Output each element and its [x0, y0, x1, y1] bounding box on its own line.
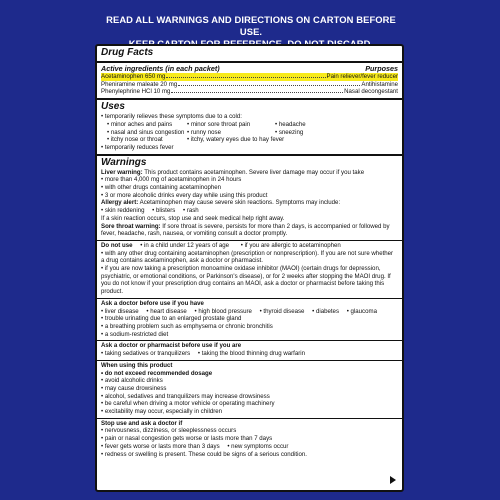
sore-label: Sore throat warning: [101, 222, 161, 230]
liver-warning [101, 169, 398, 177]
ingredient-purpose: Pain reliever/fever reducer [326, 73, 398, 80]
ask-pharmacist-row [101, 350, 398, 358]
ingredient-purpose: Nasal decongestant [344, 88, 398, 96]
stop-use-row [101, 443, 398, 451]
ingredient-row [101, 73, 398, 81]
liver-text: This product contains acetaminophen. Severe liver damage may occur if you take [144, 168, 365, 176]
uses-last: • temporarily reduces fever [101, 143, 174, 151]
use-item: • nasal and sinus congestion [107, 128, 185, 136]
when-using-item: • be careful when driving a motor vehicle or operating machinery [101, 400, 275, 408]
uses-section [97, 98, 402, 154]
ask-doctor-item: • liver disease [101, 307, 139, 315]
stop-use-item: • pain or nasal congestion gets worse or lasts more than 7 days [101, 435, 273, 443]
ingredients-label: Active ingredients (in each packet) [101, 64, 220, 73]
ingredient-name: Acetaminophen 650 mg [101, 73, 166, 80]
ask-doctor-item: • a breathing problem such as emphysema or chronic bronchitis [101, 322, 273, 330]
ingredient-row [101, 81, 398, 89]
warnings-section [97, 154, 402, 240]
ask-pharmacist-item: • taking sedatives or tranquilizers [101, 350, 191, 358]
ask-pharmacist-item: • taking the blood thinning drug warfarin [197, 350, 306, 358]
purposes-label: Purposes [365, 64, 398, 73]
use-item: • minor aches and pains [107, 120, 173, 128]
ask-doctor-item: • diabetes [312, 307, 339, 315]
ask-pharmacist-section [97, 340, 402, 359]
stop-use-section [97, 418, 402, 461]
stop-use-item: • redness or swelling is present. These could be signs of a serious condition. [101, 450, 307, 458]
when-using-item: • do not exceed recommended dosage [101, 369, 213, 377]
allergy-text: Acetaminophen may cause severe skin reactions. Symptoms may include: [139, 199, 341, 207]
do-not-use-row [101, 242, 398, 250]
ask-pharmacist-label: Ask a doctor or pharmacist before use if you are [101, 342, 242, 350]
liver-item: • more than 4,000 mg of acetaminophen in 24 hours [101, 176, 242, 184]
sore-throat-warning [101, 223, 398, 238]
when-using-item: • avoid alcoholic drinks [101, 377, 163, 385]
warnings-title: Warnings [101, 156, 147, 168]
ask-doctor-item: • heart disease [146, 307, 187, 315]
ingredient-row [101, 88, 398, 96]
ingredients-header [101, 64, 398, 73]
stop-use-label: Stop use and ask a doctor if [101, 419, 183, 427]
stop-use-item: • nervousness, dizziness, or sleeplessness occurs [101, 427, 237, 435]
ask-doctor-label: Ask a doctor before use if you have [101, 299, 204, 307]
ask-doctor-item: • a sodium-restricted diet [101, 330, 169, 338]
facts-title: Drug Facts [101, 47, 154, 58]
when-using-item: • alcohol, sedatives and tranquilizers may increase drowsiness [101, 392, 270, 400]
allergy-alert [101, 199, 398, 207]
ask-doctor-item: • high blood pressure [194, 307, 252, 315]
ask-doctor-item: • trouble urinating due to an enlarged prostate gland [101, 315, 242, 323]
header-line-1: READ ALL WARNINGS AND DIRECTIONS ON CARTON BEFORE USE. [106, 14, 396, 37]
sore-text: If sore throat is severe, persists for more than 2 days, is accompanied or followed by fever, headache, rash, nausea, or vomiting consult a doctor promptly. [101, 222, 390, 238]
drug-facts-panel [95, 44, 404, 492]
do-not-use-item: • with any other drug containing acetaminophen (prescription or nonprescription). If you are not sure whether a drug contains acetaminophen, ask a doctor or pharmacist. [101, 249, 394, 265]
use-item: • runny nose [187, 128, 221, 136]
right-triangle-arrow-icon [390, 476, 396, 484]
ask-doctor-item: • thyroid disease [259, 307, 305, 315]
uses-title: Uses [101, 101, 125, 113]
stop-use-item: • fever gets worse or lasts more than 3 days [101, 442, 220, 450]
when-using-item: • excitability may occur, especially in children [101, 408, 223, 416]
ask-doctor-section [97, 298, 402, 341]
allergy-item: • rash [183, 207, 199, 215]
do-not-use-item: • if you are now taking a prescription monoamine oxidase inhibitor (MAOI) (certain drugs for depression, psychiatric, or emotional conditions, or Parkinson's disease), or for 2 weeks after stopping the MAOI drug. If you do not know if your prescription drug contains an MAOI, ask a doctor or pharmacist before taking this product. [101, 265, 391, 296]
liver-label: Liver warning: [101, 168, 143, 176]
use-item: • itchy, watery eyes due to hay fever [187, 136, 285, 144]
use-item: • sneezing [275, 128, 304, 136]
facts-title-section [97, 46, 402, 61]
stop-use-item: • new symptoms occur [227, 442, 289, 450]
allergy-item: • skin reddening [101, 207, 145, 215]
liver-item: • with other drugs containing acetaminophen [101, 184, 222, 192]
allergy-item: • blisters [152, 207, 176, 215]
ingredient-name: Pheniramine maleate 20 mg [101, 80, 178, 88]
when-using-item: • may cause drowsiness [101, 384, 167, 392]
do-not-use-label: Do not use [101, 241, 133, 249]
allergy-after: If a skin reaction occurs, stop use and seek medical help right away. [101, 214, 285, 222]
do-not-use-item: • in a child under 12 years of age [140, 241, 230, 249]
allergy-label: Allergy alert: [101, 199, 139, 207]
do-not-use-section [97, 240, 402, 298]
ask-doctor-item: • glaucoma [346, 307, 377, 315]
when-using-section [97, 360, 402, 418]
ingredient-purpose: Antihistamine [361, 80, 398, 88]
ingredients-section [97, 61, 402, 98]
ingredient-name: Phenylephrine HCl 10 mg [101, 88, 171, 96]
do-not-use-item: • if you are allergic to acetaminophen [240, 241, 341, 249]
when-using-label: When using this product [101, 361, 173, 369]
use-item: • headache [275, 120, 306, 128]
uses-grid [101, 121, 398, 144]
use-item: • minor sore throat pain [187, 120, 251, 128]
allergy-items [101, 207, 398, 215]
liver-item: • 3 or more alcoholic drinks every day while using this product [101, 191, 268, 199]
ask-doctor-row [101, 308, 398, 316]
uses-intro: • temporarily relieves these symptoms due to a cold: [101, 113, 242, 121]
use-item: • itchy nose or throat [107, 136, 163, 144]
